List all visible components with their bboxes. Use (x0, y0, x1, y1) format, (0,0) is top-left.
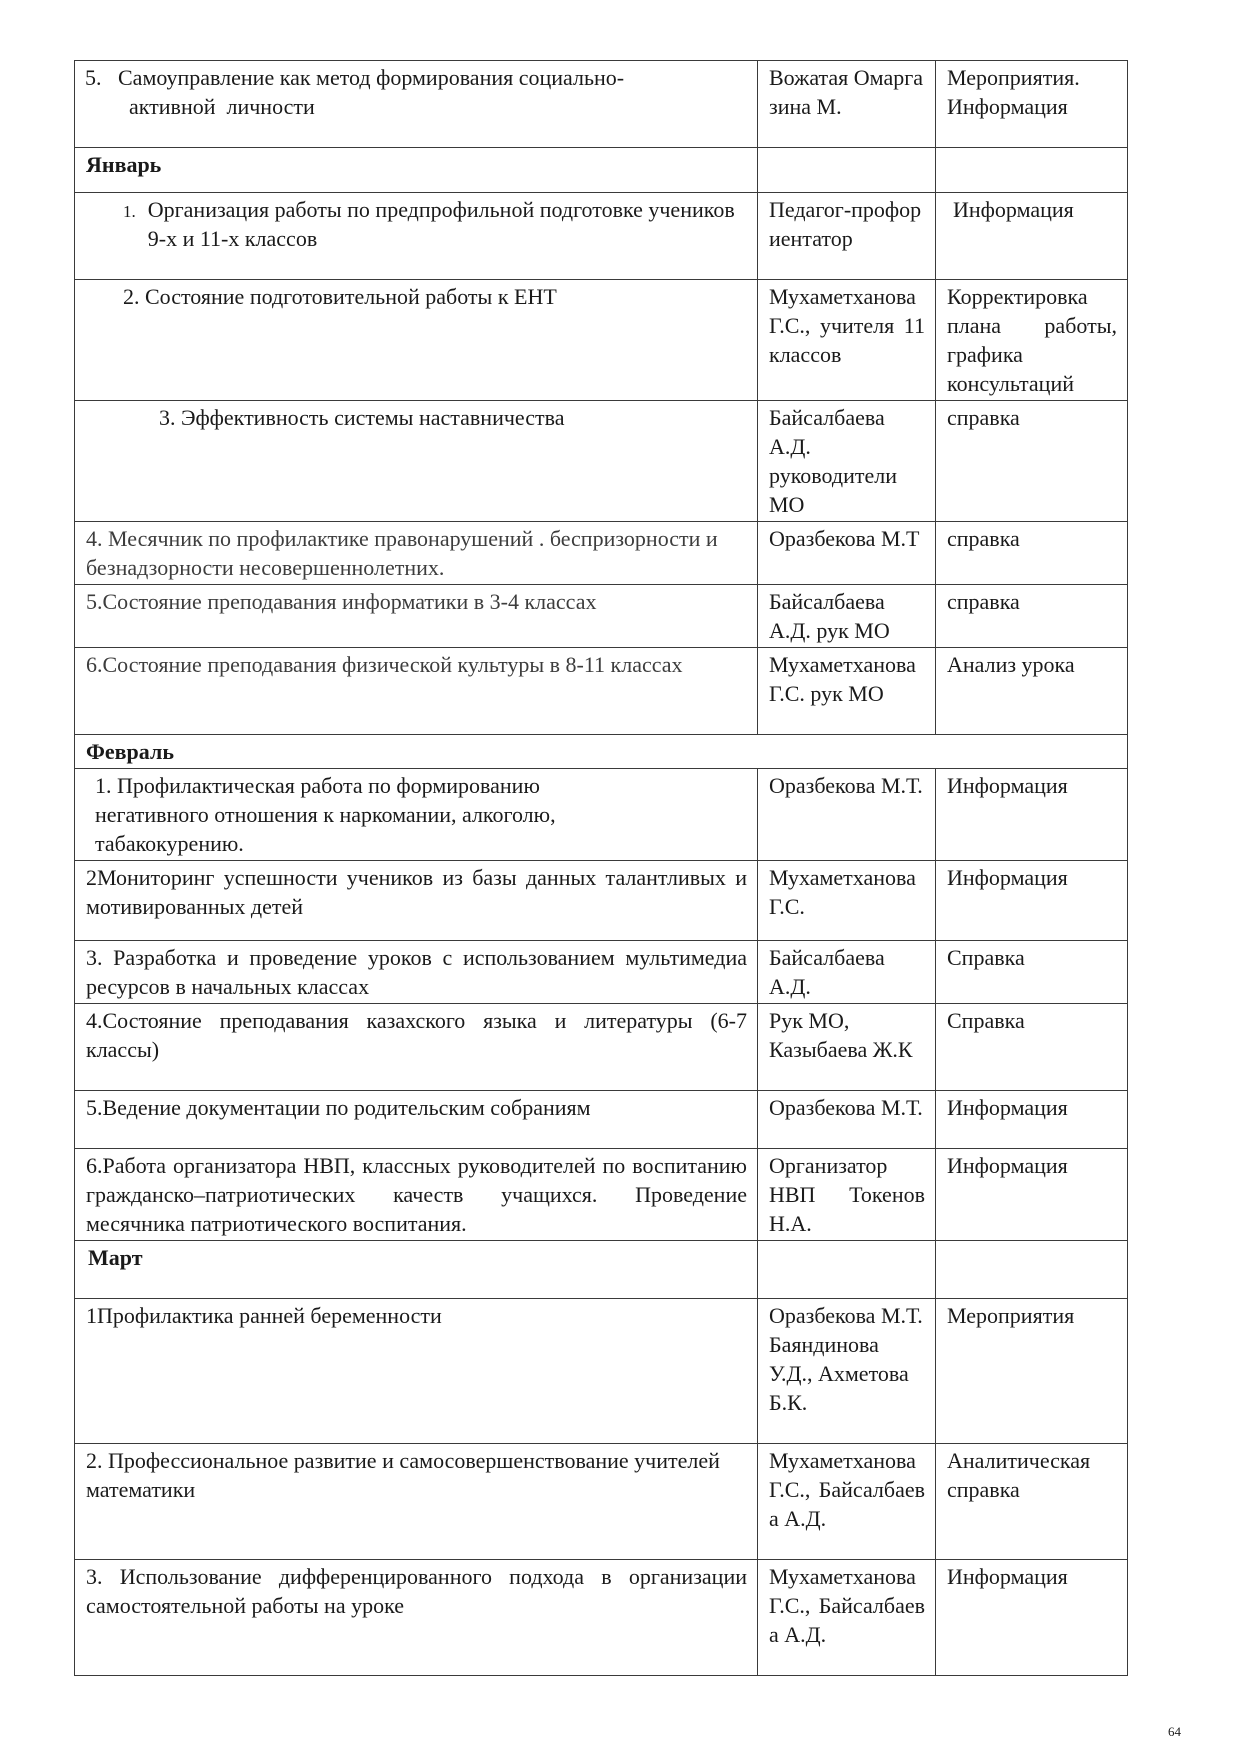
result-cell: Мероприятия. Информация (936, 61, 1128, 148)
responsible-cell: Мухаметханова Г.С., Байсалбаева А.Д. (758, 1560, 936, 1676)
topic-cell: 3. Разработка и проведение уроков с использованием мультимедиа ресурсов в начальных классах (75, 941, 758, 1004)
result-cell: Информация (936, 1149, 1128, 1241)
topic-cell: 5.Ведение документации по родительским собраниям (75, 1091, 758, 1149)
result-cell: Корректировка плана работы, графика консультаций (936, 280, 1128, 401)
topic-text: Организация работы по предпрофильной подготовке учеников 9-х и 11-х классов (147, 197, 735, 251)
topic-cell: 1. Профилактическая работа по формированию негативного отношения к наркомании, алкоголю, табакокурению. (75, 769, 758, 861)
table-row (75, 941, 1128, 1004)
responsible-cell: Байсалбаева А.Д. (758, 941, 936, 1004)
table-row (75, 1560, 1128, 1676)
topic-cell (75, 61, 758, 148)
table-row (75, 280, 1128, 401)
table-row (75, 193, 1128, 280)
table-row (75, 401, 1128, 522)
table-row (75, 1149, 1128, 1241)
page-number: 64 (1168, 1724, 1181, 1739)
result-cell: Информация (936, 193, 1128, 280)
responsible-cell: Байсалбаева А.Д. рук МО (758, 585, 936, 648)
month-row (75, 1241, 1128, 1299)
plan-table (74, 60, 1128, 1676)
topic-cell: 2Мониторинг успешности учеников из базы данных талантливых и мотивированных детей (75, 861, 758, 941)
responsible-cell: Оразбекова М.Т. (758, 1091, 936, 1149)
table-row (75, 648, 1128, 735)
result-cell: Информация (936, 1091, 1128, 1149)
topic-cell: 3. Эффективность системы наставничества (75, 401, 758, 522)
topic-cell: 4. Месячник по профилактике правонарушений . беспризорности и безнадзорности несовершеннолетних. (75, 522, 758, 585)
topic-cell (75, 193, 758, 280)
empty-cell (758, 148, 936, 193)
result-cell: справка (936, 401, 1128, 522)
month-label: Февраль (75, 735, 1128, 769)
responsible-cell: Байсалбаева А.Д. руководители МО (758, 401, 936, 522)
result-cell: справка (936, 522, 1128, 585)
result-cell: Справка (936, 941, 1128, 1004)
responsible-cell: Оразбекова М.Т. (758, 769, 936, 861)
topic-cell: 5.Состояние преподавания информатики в 3-4 классах (75, 585, 758, 648)
responsible-cell: Вожатая Омаргазина М. (758, 61, 936, 148)
topic-cell: 2. Состояние подготовительной работы к ЕНТ (75, 280, 758, 401)
item-number: 1. (123, 202, 136, 221)
table-row (75, 769, 1128, 861)
result-cell: Мероприятия (936, 1299, 1128, 1444)
table-row (75, 585, 1128, 648)
month-row (75, 148, 1128, 193)
empty-cell (936, 148, 1128, 193)
month-row (75, 735, 1128, 769)
topic-cell: 2. Профессиональное развитие и самосовершенствование учителей математики (75, 1444, 758, 1560)
topic-cell: 1Профилактика ранней беременности (75, 1299, 758, 1444)
table-row (75, 1091, 1128, 1149)
result-cell: Аналитическая справка (936, 1444, 1128, 1560)
result-cell: Информация (936, 861, 1128, 941)
responsible-cell: Мухаметханова Г.С. рук МО (758, 648, 936, 735)
responsible-cell: Оразбекова М.Т (758, 522, 936, 585)
responsible-cell: Мухаметханова Г.С. (758, 861, 936, 941)
empty-cell (758, 1241, 936, 1299)
empty-cell (936, 1241, 1128, 1299)
responsible-cell: Организатор НВП Токенов Н.А. (758, 1149, 936, 1241)
responsible-cell: Мухаметханова Г.С., учителя 11 классов (758, 280, 936, 401)
result-cell: Анализ урока (936, 648, 1128, 735)
result-cell: справка (936, 585, 1128, 648)
table-row (75, 861, 1128, 941)
month-label: Январь (75, 148, 758, 193)
table-row (75, 1444, 1128, 1560)
responsible-cell: Оразбекова М.Т. Баяндинова У.Д., Ахметова Б.К. (758, 1299, 936, 1444)
topic-text: 5. Самоуправление как метод формирования социально- активной личности (85, 65, 625, 119)
responsible-cell: Педагог-профориентатор (758, 193, 936, 280)
responsible-cell: Мухаметханова Г.С., Байсалбаева А.Д. (758, 1444, 936, 1560)
responsible-cell: Рук МО, Казыбаева Ж.К (758, 1004, 936, 1091)
topic-cell: 3. Использование дифференцированного подхода в организации самостоятельной работы на уроке (75, 1560, 758, 1676)
table-row (75, 1004, 1128, 1091)
table-row (75, 61, 1128, 148)
topic-cell: 6.Работа организатора НВП, классных руководителей по воспитанию гражданско–патриотических качеств учащихся. Проведение месячника патриотического воспитания. (75, 1149, 758, 1241)
topic-cell: 6.Состояние преподавания физической культуры в 8-11 классах (75, 648, 758, 735)
table-row (75, 1299, 1128, 1444)
result-cell: Справка (936, 1004, 1128, 1091)
result-cell: Информация (936, 769, 1128, 861)
table-row (75, 522, 1128, 585)
topic-cell: 4.Состояние преподавания казахского языка и литературы (6-7 классы) (75, 1004, 758, 1091)
result-cell: Информация (936, 1560, 1128, 1676)
month-label: Март (75, 1241, 758, 1299)
